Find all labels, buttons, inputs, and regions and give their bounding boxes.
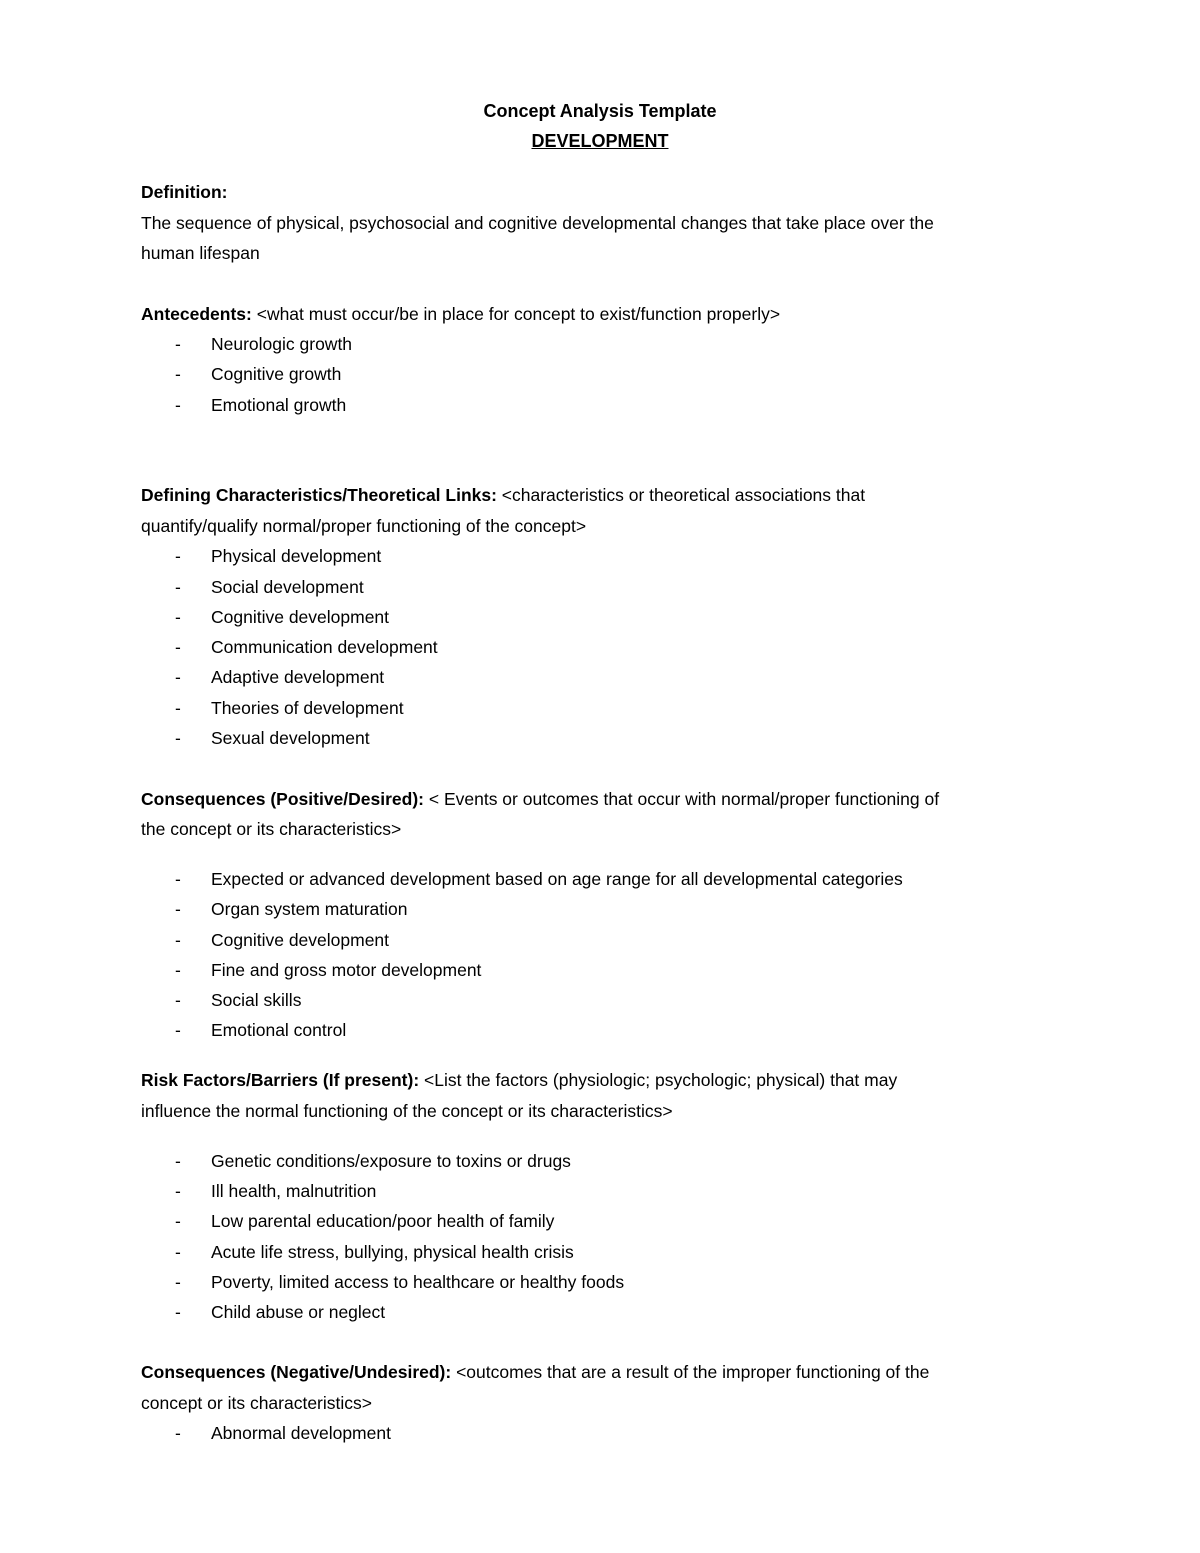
bullet-dash: - xyxy=(175,1020,181,1040)
bullet-dash: - xyxy=(175,960,181,980)
list-item xyxy=(175,1422,1055,1444)
risk-note-2: influence the normal functioning of the concept or its characteristics> xyxy=(141,1101,673,1121)
list-item-text: Social skills xyxy=(211,990,302,1010)
list-item xyxy=(175,727,1055,749)
list-item-text: Low parental education/poor health of family xyxy=(211,1211,555,1231)
bullet-dash: - xyxy=(175,728,181,748)
list-item-text: Poverty, limited access to healthcare or healthy foods xyxy=(211,1272,625,1292)
risk-note-1: <List the factors (physiologic; psychologic; physical) that may xyxy=(419,1070,898,1090)
antecedents-line xyxy=(141,303,1061,325)
list-item-text: Abnormal development xyxy=(211,1423,391,1443)
positive-note-2: the concept or its characteristics> xyxy=(141,819,402,839)
bullet-dash: - xyxy=(175,1423,181,1443)
list-item-text: Expected or advanced development based on age range for all developmental categories xyxy=(211,869,903,889)
list-item xyxy=(175,394,1055,416)
list-item-text: Cognitive growth xyxy=(211,364,342,384)
positive-note-1: < Events or outcomes that occur with normal/proper functioning of xyxy=(424,789,940,809)
list-item xyxy=(175,1301,1055,1323)
bullet-dash: - xyxy=(175,577,181,597)
list-item xyxy=(175,636,1055,658)
list-item-text: Adaptive development xyxy=(211,667,385,687)
list-item xyxy=(175,545,1055,567)
list-item-text: Fine and gross motor development xyxy=(211,960,482,980)
list-item xyxy=(175,697,1055,719)
bullet-dash: - xyxy=(175,990,181,1010)
bullet-dash: - xyxy=(175,899,181,919)
bullet-dash: - xyxy=(175,364,181,384)
list-item xyxy=(175,666,1055,688)
defining-line-1 xyxy=(141,484,1061,506)
bullet-dash: - xyxy=(175,930,181,950)
antecedents-note: <what must occur/be in place for concept to exist/function properly> xyxy=(251,304,781,324)
defining-note-1: <characteristics or theoretical associations that xyxy=(496,485,866,505)
bullet-dash: - xyxy=(175,1211,181,1231)
document-title: Concept Analysis Template xyxy=(483,101,717,121)
definition-text-line-1: The sequence of physical, psychosocial and cognitive developmental changes that take place over the xyxy=(141,213,934,233)
list-item xyxy=(175,1180,1055,1202)
bullet-dash: - xyxy=(175,1151,181,1171)
bullet-dash: - xyxy=(175,637,181,657)
definition-text-line-2: human lifespan xyxy=(141,243,260,263)
bullet-dash: - xyxy=(175,698,181,718)
bullet-dash: - xyxy=(175,667,181,687)
list-item-text: Emotional control xyxy=(211,1020,347,1040)
list-item xyxy=(175,1150,1055,1172)
positive-line-1 xyxy=(141,788,1061,810)
list-item-text: Social development xyxy=(211,577,364,597)
risk-heading: Risk Factors/Barriers (If present): xyxy=(141,1070,420,1090)
bullet-dash: - xyxy=(175,869,181,889)
list-item-text: Neurologic growth xyxy=(211,334,353,354)
list-item xyxy=(175,1210,1055,1232)
list-item xyxy=(175,576,1055,598)
defining-heading: Defining Characteristics/Theoretical Links: xyxy=(141,485,497,505)
negative-note-2: concept or its characteristics> xyxy=(141,1393,372,1413)
list-item-text: Child abuse or neglect xyxy=(211,1302,386,1322)
bullet-dash: - xyxy=(175,546,181,566)
list-item xyxy=(175,606,1055,628)
list-item-text: Emotional growth xyxy=(211,395,347,415)
negative-heading: Consequences (Negative/Undesired): xyxy=(141,1362,452,1382)
list-item xyxy=(175,929,1055,951)
negative-line-1 xyxy=(141,1361,1061,1383)
antecedents-heading: Antecedents: xyxy=(141,304,252,324)
bullet-dash: - xyxy=(175,1181,181,1201)
defining-note-2: quantify/qualify normal/proper functioning of the concept> xyxy=(141,516,587,536)
list-item xyxy=(175,1241,1055,1263)
list-item-text: Communication development xyxy=(211,637,438,657)
risk-line-1 xyxy=(141,1069,1061,1091)
list-item-text: Cognitive development xyxy=(211,930,390,950)
list-item-text: Sexual development xyxy=(211,728,370,748)
list-item-text: Physical development xyxy=(211,546,382,566)
negative-note-1: <outcomes that are a result of the improper functioning of the xyxy=(451,1362,930,1382)
list-item-text: Cognitive development xyxy=(211,607,390,627)
list-item-text: Theories of development xyxy=(211,698,404,718)
list-item xyxy=(175,363,1055,385)
list-item xyxy=(175,1019,1055,1041)
bullet-dash: - xyxy=(175,1272,181,1292)
list-item-text: Organ system maturation xyxy=(211,899,408,919)
list-item-text: Genetic conditions/exposure to toxins or drugs xyxy=(211,1151,571,1171)
bullet-dash: - xyxy=(175,1302,181,1322)
list-item xyxy=(175,959,1055,981)
positive-heading: Consequences (Positive/Desired): xyxy=(141,789,424,809)
list-item xyxy=(175,1271,1055,1293)
list-item-text: Acute life stress, bullying, physical health crisis xyxy=(211,1242,574,1262)
bullet-dash: - xyxy=(175,607,181,627)
list-item xyxy=(175,868,1055,890)
list-item xyxy=(175,333,1055,355)
list-item xyxy=(175,898,1055,920)
list-item xyxy=(175,989,1055,1011)
document-subtitle: DEVELOPMENT xyxy=(531,131,669,151)
bullet-dash: - xyxy=(175,334,181,354)
list-item-text: Ill health, malnutrition xyxy=(211,1181,377,1201)
bullet-dash: - xyxy=(175,1242,181,1262)
bullet-dash: - xyxy=(175,395,181,415)
definition-heading: Definition: xyxy=(141,182,228,202)
